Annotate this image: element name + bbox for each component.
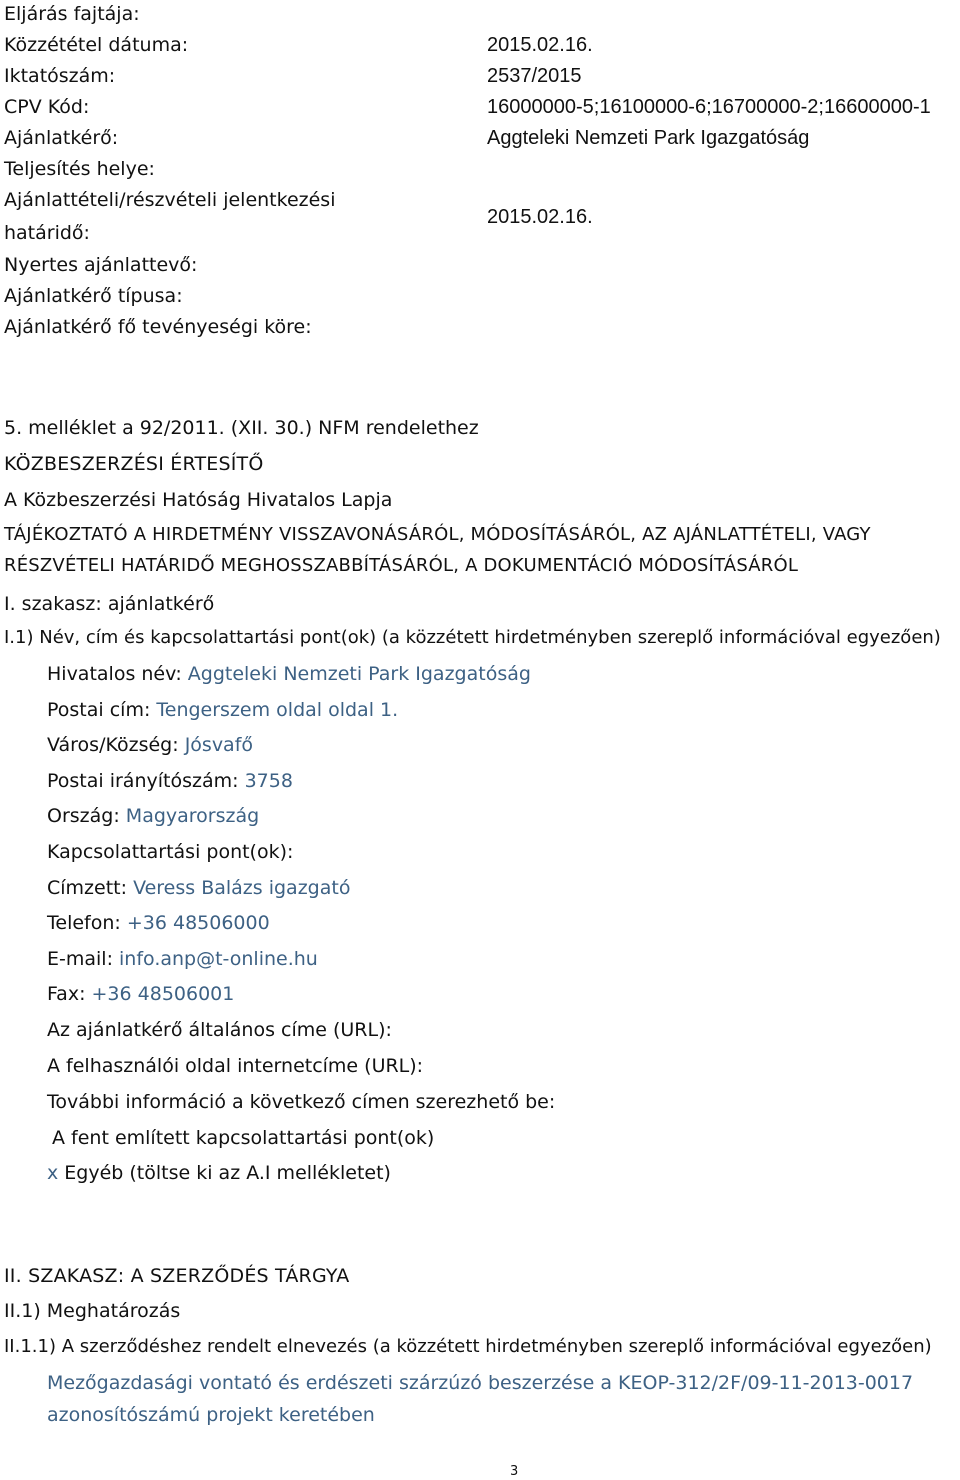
addressee-value: Veress Balázs igazgató	[133, 877, 351, 899]
winning-tenderer-label: Nyertes ajánlattevő:	[4, 254, 198, 276]
contracting-authority-label: Ajánlatkérő:	[4, 127, 119, 149]
page-number: 3	[510, 1464, 519, 1479]
postal-address-value: Tengerszem oldal oldal 1.	[156, 699, 399, 721]
cpv-code-value: 16000000-5;16100000-6;16700000-2;16600000-1	[487, 96, 931, 118]
postcode-label: Postai irányítószám:	[47, 770, 245, 792]
authority-type-label: Ajánlatkérő típusa:	[4, 285, 183, 307]
publication-date-value: 2015.02.16.	[487, 34, 593, 56]
city-label: Város/Község:	[47, 734, 185, 756]
publication-date-label: Közzététel dátuma:	[4, 34, 189, 56]
fax-value: +36 48506001	[91, 983, 235, 1005]
section2-heading: II. SZAKASZ: A SZERZŐDÉS TÁRGYA	[4, 1265, 350, 1287]
reference-number-value: 2537/2015	[487, 65, 582, 87]
official-name-label: Hivatalos név:	[47, 663, 188, 685]
section1-subheading: I.1) Név, cím és kapcsolattartási pont(ok) (a közzétett hirdetményben szereplő információval egyezően)	[4, 627, 941, 648]
section1-heading: I. szakasz: ajánlatkérő	[4, 593, 215, 615]
notice-title-line2: RÉSZVÉTELI HATÁRIDŐ MEGHOSSZABBÍTÁSÁRÓL, A DOKUMENTÁCIÓ MÓDOSÍTÁSÁRÓL	[4, 555, 799, 576]
fax-label: Fax:	[47, 983, 92, 1005]
contract-title-line2: azonosítószámú projekt keretében	[47, 1404, 375, 1426]
place-of-performance-label: Teljesítés helye:	[4, 158, 155, 180]
contracting-authority-value: Aggteleki Nemzeti Park Igazgatóság	[487, 127, 810, 149]
country-value: Magyarország	[125, 805, 260, 827]
deadline-label-line2: határidő:	[4, 222, 90, 244]
fax-row	[47, 982, 234, 1006]
phone-label: Telefon:	[47, 912, 127, 934]
annex-reference: 5. melléklet a 92/2011. (XII. 30.) NFM rendelethez	[4, 417, 479, 439]
postcode-row	[47, 769, 293, 793]
country-row	[47, 804, 259, 828]
option-contact-points: A fent említett kapcsolattartási pont(ok)	[52, 1127, 435, 1149]
contract-title-line1: Mezőgazdasági vontató és erdészeti szárzúzó beszerzése a KEOP-312/2F/09-11-2013-0017	[47, 1372, 914, 1394]
procedure-type-label: Eljárás fajtája:	[4, 3, 140, 25]
phone-row	[47, 911, 270, 935]
cpv-code-label: CPV Kód:	[4, 96, 90, 118]
main-activity-label: Ajánlatkérő fő tevényeségi köre:	[4, 316, 312, 338]
country-label: Ország:	[47, 805, 126, 827]
notice-title-line1: TÁJÉKOZTATÓ A HIRDETMÉNY VISSZAVONÁSÁRÓL, MÓDOSÍTÁSÁRÓL, AZ AJÁNLATTÉTELI, VAGY	[4, 524, 871, 545]
addressee-label: Címzett:	[47, 877, 134, 899]
addressee-row	[47, 876, 350, 900]
deadline-label-line1: Ajánlattételi/részvételi jelentkezési	[4, 189, 336, 211]
buyer-profile-url-label: A felhasználói oldal internetcíme (URL):	[47, 1055, 424, 1077]
city-value: Jósvafő	[184, 734, 254, 756]
section2-definition: II.1) Meghatározás	[4, 1300, 181, 1322]
option-other-row	[47, 1161, 391, 1185]
option-other-label: Egyéb (töltse ki az A.I mellékletet)	[58, 1162, 391, 1184]
gazette-publisher: A Közbeszerzési Hatóság Hivatalos Lapja	[4, 489, 393, 511]
deadline-value: 2015.02.16.	[487, 206, 593, 228]
official-name-value: Aggteleki Nemzeti Park Igazgatóság	[187, 663, 531, 685]
phone-value: +36 48506000	[126, 912, 270, 934]
postal-address-label: Postai cím:	[47, 699, 157, 721]
email-value[interactable]: info.anp@t-online.hu	[119, 948, 318, 970]
general-url-label: Az ajánlatkérő általános címe (URL):	[47, 1019, 392, 1041]
contact-points-label: Kapcsolattartási pont(ok):	[47, 841, 294, 863]
city-row	[47, 733, 253, 757]
official-name-row	[47, 662, 531, 686]
reference-number-label: Iktatószám:	[4, 65, 116, 87]
gazette-title: KÖZBESZERZÉSI ÉRTESÍTŐ	[4, 453, 264, 475]
contract-title-label: II.1.1) A szerződéshez rendelt elnevezés (a közzétett hirdetményben szereplő információval egyezően)	[4, 1336, 932, 1357]
email-row	[47, 947, 318, 971]
postal-address-row	[47, 698, 398, 722]
further-info-label: További információ a következő címen szerezhető be:	[47, 1091, 556, 1113]
email-label: E-mail:	[47, 948, 120, 970]
postcode-value: 3758	[244, 770, 293, 792]
checked-mark-icon: x	[47, 1162, 59, 1184]
